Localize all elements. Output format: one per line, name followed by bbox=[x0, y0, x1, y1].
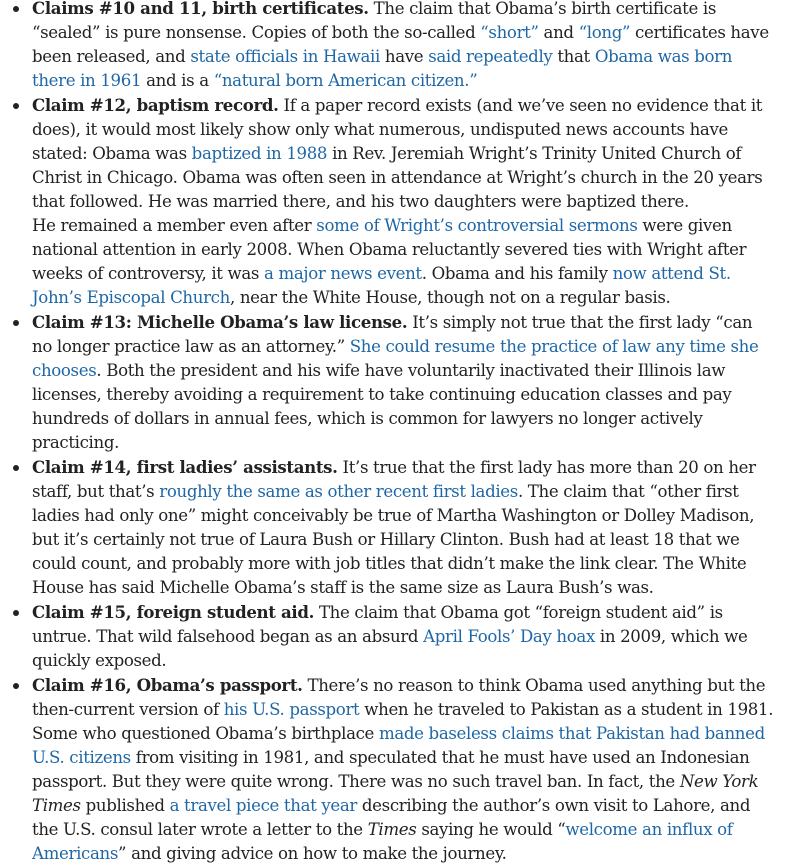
list-item-claim-13: Claim #13: Michelle Obama’s law license. It’s simply not true that the first lady “can no longer practice law as an attorney.” She could resume the practice of law any time she chooses. Both the president and his wife have voluntarily inactivated their Illinois law licenses, thereby avoiding a requirement to take continuing education classes and pay hundreds of dollars in annual fees, which is common for lawyers no longer actively practicing. bbox=[0, 310, 796, 455]
link-state-officials[interactable]: state officials in Hawaii bbox=[190, 47, 380, 66]
link-travel-piece[interactable]: a travel piece that year bbox=[169, 796, 357, 815]
link-resume-law-practice[interactable]: She could resume the practice of law any time she chooses bbox=[32, 337, 759, 380]
link-natural-born[interactable]: “natural born American citizen.” bbox=[213, 71, 478, 90]
link-short-certificate[interactable]: “short” bbox=[480, 23, 539, 42]
link-other-first-ladies[interactable]: roughly the same as other recent first ladies bbox=[159, 482, 518, 501]
link-long-certificate[interactable]: “long” bbox=[578, 23, 631, 42]
claim-heading: Claim #15, foreign student aid. bbox=[32, 602, 315, 622]
link-welcome-influx[interactable]: welcome an influx of Americans bbox=[32, 820, 733, 863]
link-april-fools-hoax[interactable]: April Fools’ Day hoax bbox=[423, 627, 595, 646]
claim-heading: Claim #14, first ladies’ assistants. bbox=[32, 457, 338, 477]
link-baptized-1988[interactable]: baptized in 1988 bbox=[191, 144, 328, 163]
link-wright-sermons[interactable]: some of Wright’s controversial sermons bbox=[316, 216, 638, 235]
link-us-passport[interactable]: his U.S. passport bbox=[223, 700, 360, 719]
list-item-claim-15: Claim #15, foreign student aid. The claim that Obama got “foreign student aid” is untrue. That wild falsehood began as an absurd April Fools’ Day hoax in 2009, which we quickly exposed. bbox=[0, 600, 796, 673]
list-item-claim-16: Claim #16, Obama’s passport. There’s no reason to think Obama used anything but the then-current version of his U.S. passport when he traveled to Pakistan as a student in 1981. Some who questioned Obama’s birthplace made baseless claims that Pakistan had banned U.S. citizens from visiting in 1981, and speculated that he must have used an Indonesian passport. But they were quite wrong. There was no such travel ban. In fact, the New York Times published a travel piece that year describing the author’s own visit to Lahore, and the U.S. consul later wrote a letter to the Times saying he would “welcome an influx of Americans” and giving advice on how to make the journey. bbox=[0, 673, 796, 866]
list-item-claim-14: Claim #14, first ladies’ assistants. It’s true that the first lady has more than 20 on her staff, but that’s roughly the same as other recent first ladies. The claim that “other first ladies had only one” might conceivably be true of Martha Washington or Dolley Madison, but it’s certainly not true of Laura Bush or Hillary Clinton. Bush had at least 18 that we could count, and probably more with job titles that didn’t make the link clear. The White House has said Michelle Obama’s staff is the same size as Laura Bush’s was. bbox=[0, 455, 796, 600]
claim-heading: Claim #12, baptism record. bbox=[32, 95, 279, 115]
list-item-claims-10-11: Claims #10 and 11, birth certificates. The claim that Obama’s birth certificate is “sealed” is pure nonsense. Copies of both the so-called “short” and “long” certificates have been released, and state officials in Hawaii have said repeatedly that Obama was born there in 1961 and is a “natural born American citizen.” bbox=[0, 0, 796, 93]
paragraph: He remained a member even after some of Wright’s controversial sermons were given national attention in early 2008. When Obama reluctantly severed ties with Wright after weeks of controversy, it was a major news event. Obama and his family now attend St. John’s Episcopal Church, near the White House, though not on a regular basis. bbox=[32, 216, 747, 307]
claim-heading: Claims #10 and 11, birth certificates. bbox=[32, 0, 369, 18]
claim-heading: Claim #13: Michelle Obama’s law license. bbox=[32, 312, 408, 332]
link-st-johns-church[interactable]: now attend St. John’s Episcopal Church bbox=[32, 264, 731, 307]
link-major-news-event[interactable]: a major news event bbox=[264, 264, 422, 283]
claim-heading: Claim #16, Obama’s passport. bbox=[32, 675, 303, 695]
publication-name: New York Times bbox=[32, 772, 759, 815]
link-born-1961[interactable]: Obama was born there in 1961 bbox=[32, 47, 733, 90]
publication-name: Times bbox=[367, 820, 417, 839]
link-said-repeatedly[interactable]: said repeatedly bbox=[428, 47, 553, 66]
link-pakistan-ban-claims[interactable]: made baseless claims that Pakistan had banned U.S. citizens bbox=[32, 724, 765, 767]
list-item-claim-12: Claim #12, baptism record. If a paper record exists (and we’ve seen no evidence that it does), it would most likely show only what numerous, undisputed news accounts have stated: Obama was baptized in 1988 in Rev. Jeremiah Wright’s Trinity United Church of Christ in Chicago. Obama was often seen in attendance at Wright’s church in the 20 years that followed. He was married there, and his two daughters were baptized there. He remained a member even after some of Wright’s controversial sermons were given national attention in early 2008. When Obama reluctantly severed ties with Wright after weeks of controversy, it was a major news event. Obama and his family now attend St. John’s Episcopal Church, near the White House, though not on a regular basis. bbox=[0, 93, 796, 310]
